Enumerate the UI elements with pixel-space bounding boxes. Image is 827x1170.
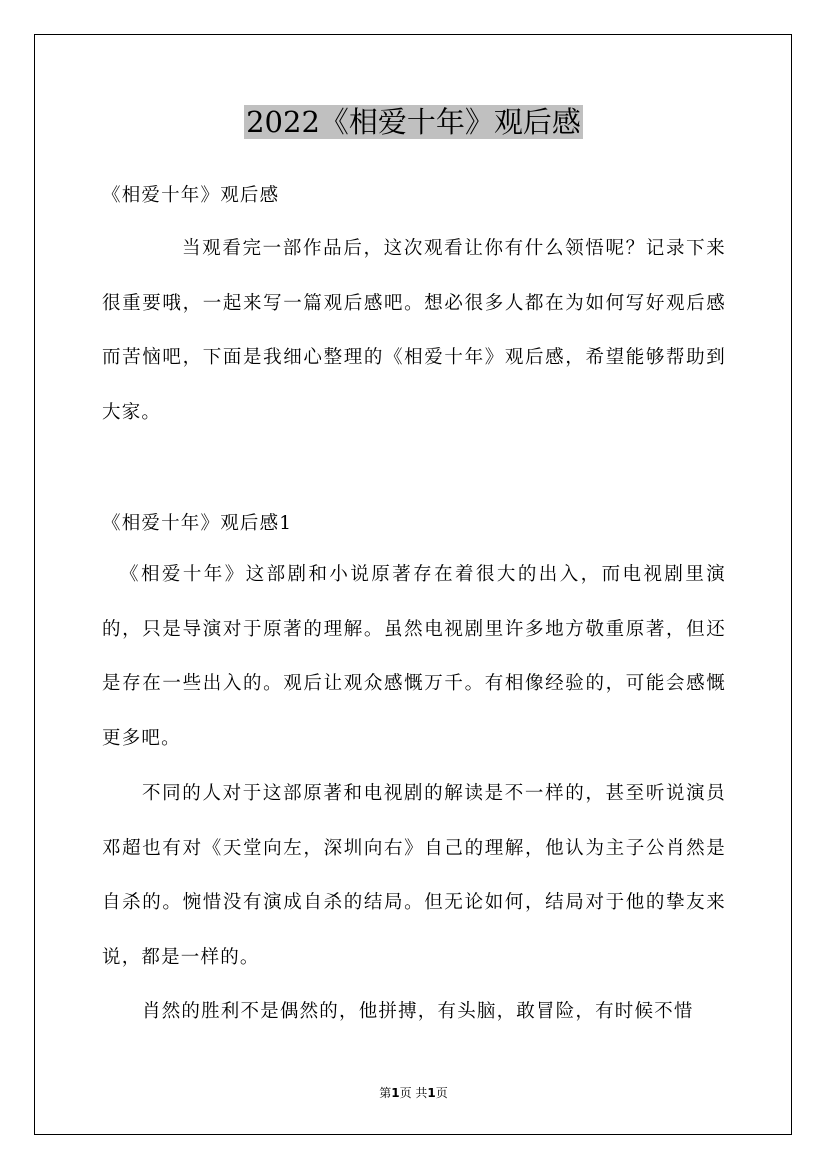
page-footer (0, 1084, 827, 1101)
document-title-wrap (0, 102, 827, 142)
footer-prefix: 第 (379, 1086, 392, 1100)
intro-paragraph: 当观看完一部作品后，这次观看让你有什么领悟呢？记录下来很重要哦，一起来写一篇观后感吧。想必很多人都在为如何写好观后感而苦恼吧，下面是我细心整理的《相爱十年》观后感，希望能够帮助到大家。 (102, 238, 726, 423)
paragraph-1: 《相爱十年》这部剧和小说原著存在着很大的出入，而电视剧里演的，只是导演对于原著的理解。虽然电视剧里许多地方敬重原著，但还是存在一些出入的。观后让观众感慨万千。有相像经验的，可能会感慨更多吧。 (102, 564, 726, 749)
document-title: 2022《相爱十年》观后感 (246, 105, 581, 139)
section1-heading: 《相爱十年》观后感1 (102, 513, 293, 534)
footer-suffix: 页 (435, 1086, 448, 1100)
paragraph-2: 不同的人对于这部原著和电视剧的解读是不一样的，甚至听说演员邓超也有对《天堂向左，深圳向右》自己的理解，他认为主子公肖然是自杀的。惋惜没有演成自杀的结局。但无论如何，结局对于他的挚友来说，都是一样的。 (102, 783, 726, 968)
footer-mid: 页 共 (399, 1086, 428, 1100)
footer-page-num: 1 (391, 1086, 400, 1100)
footer-page-total: 1 (427, 1086, 436, 1100)
paragraph-3: 肖然的胜利不是偶然的，他拼搏，有头脑，敢冒险，有时候不惜 (142, 1001, 694, 1022)
main-heading: 《相爱十年》观后感 (102, 185, 280, 206)
